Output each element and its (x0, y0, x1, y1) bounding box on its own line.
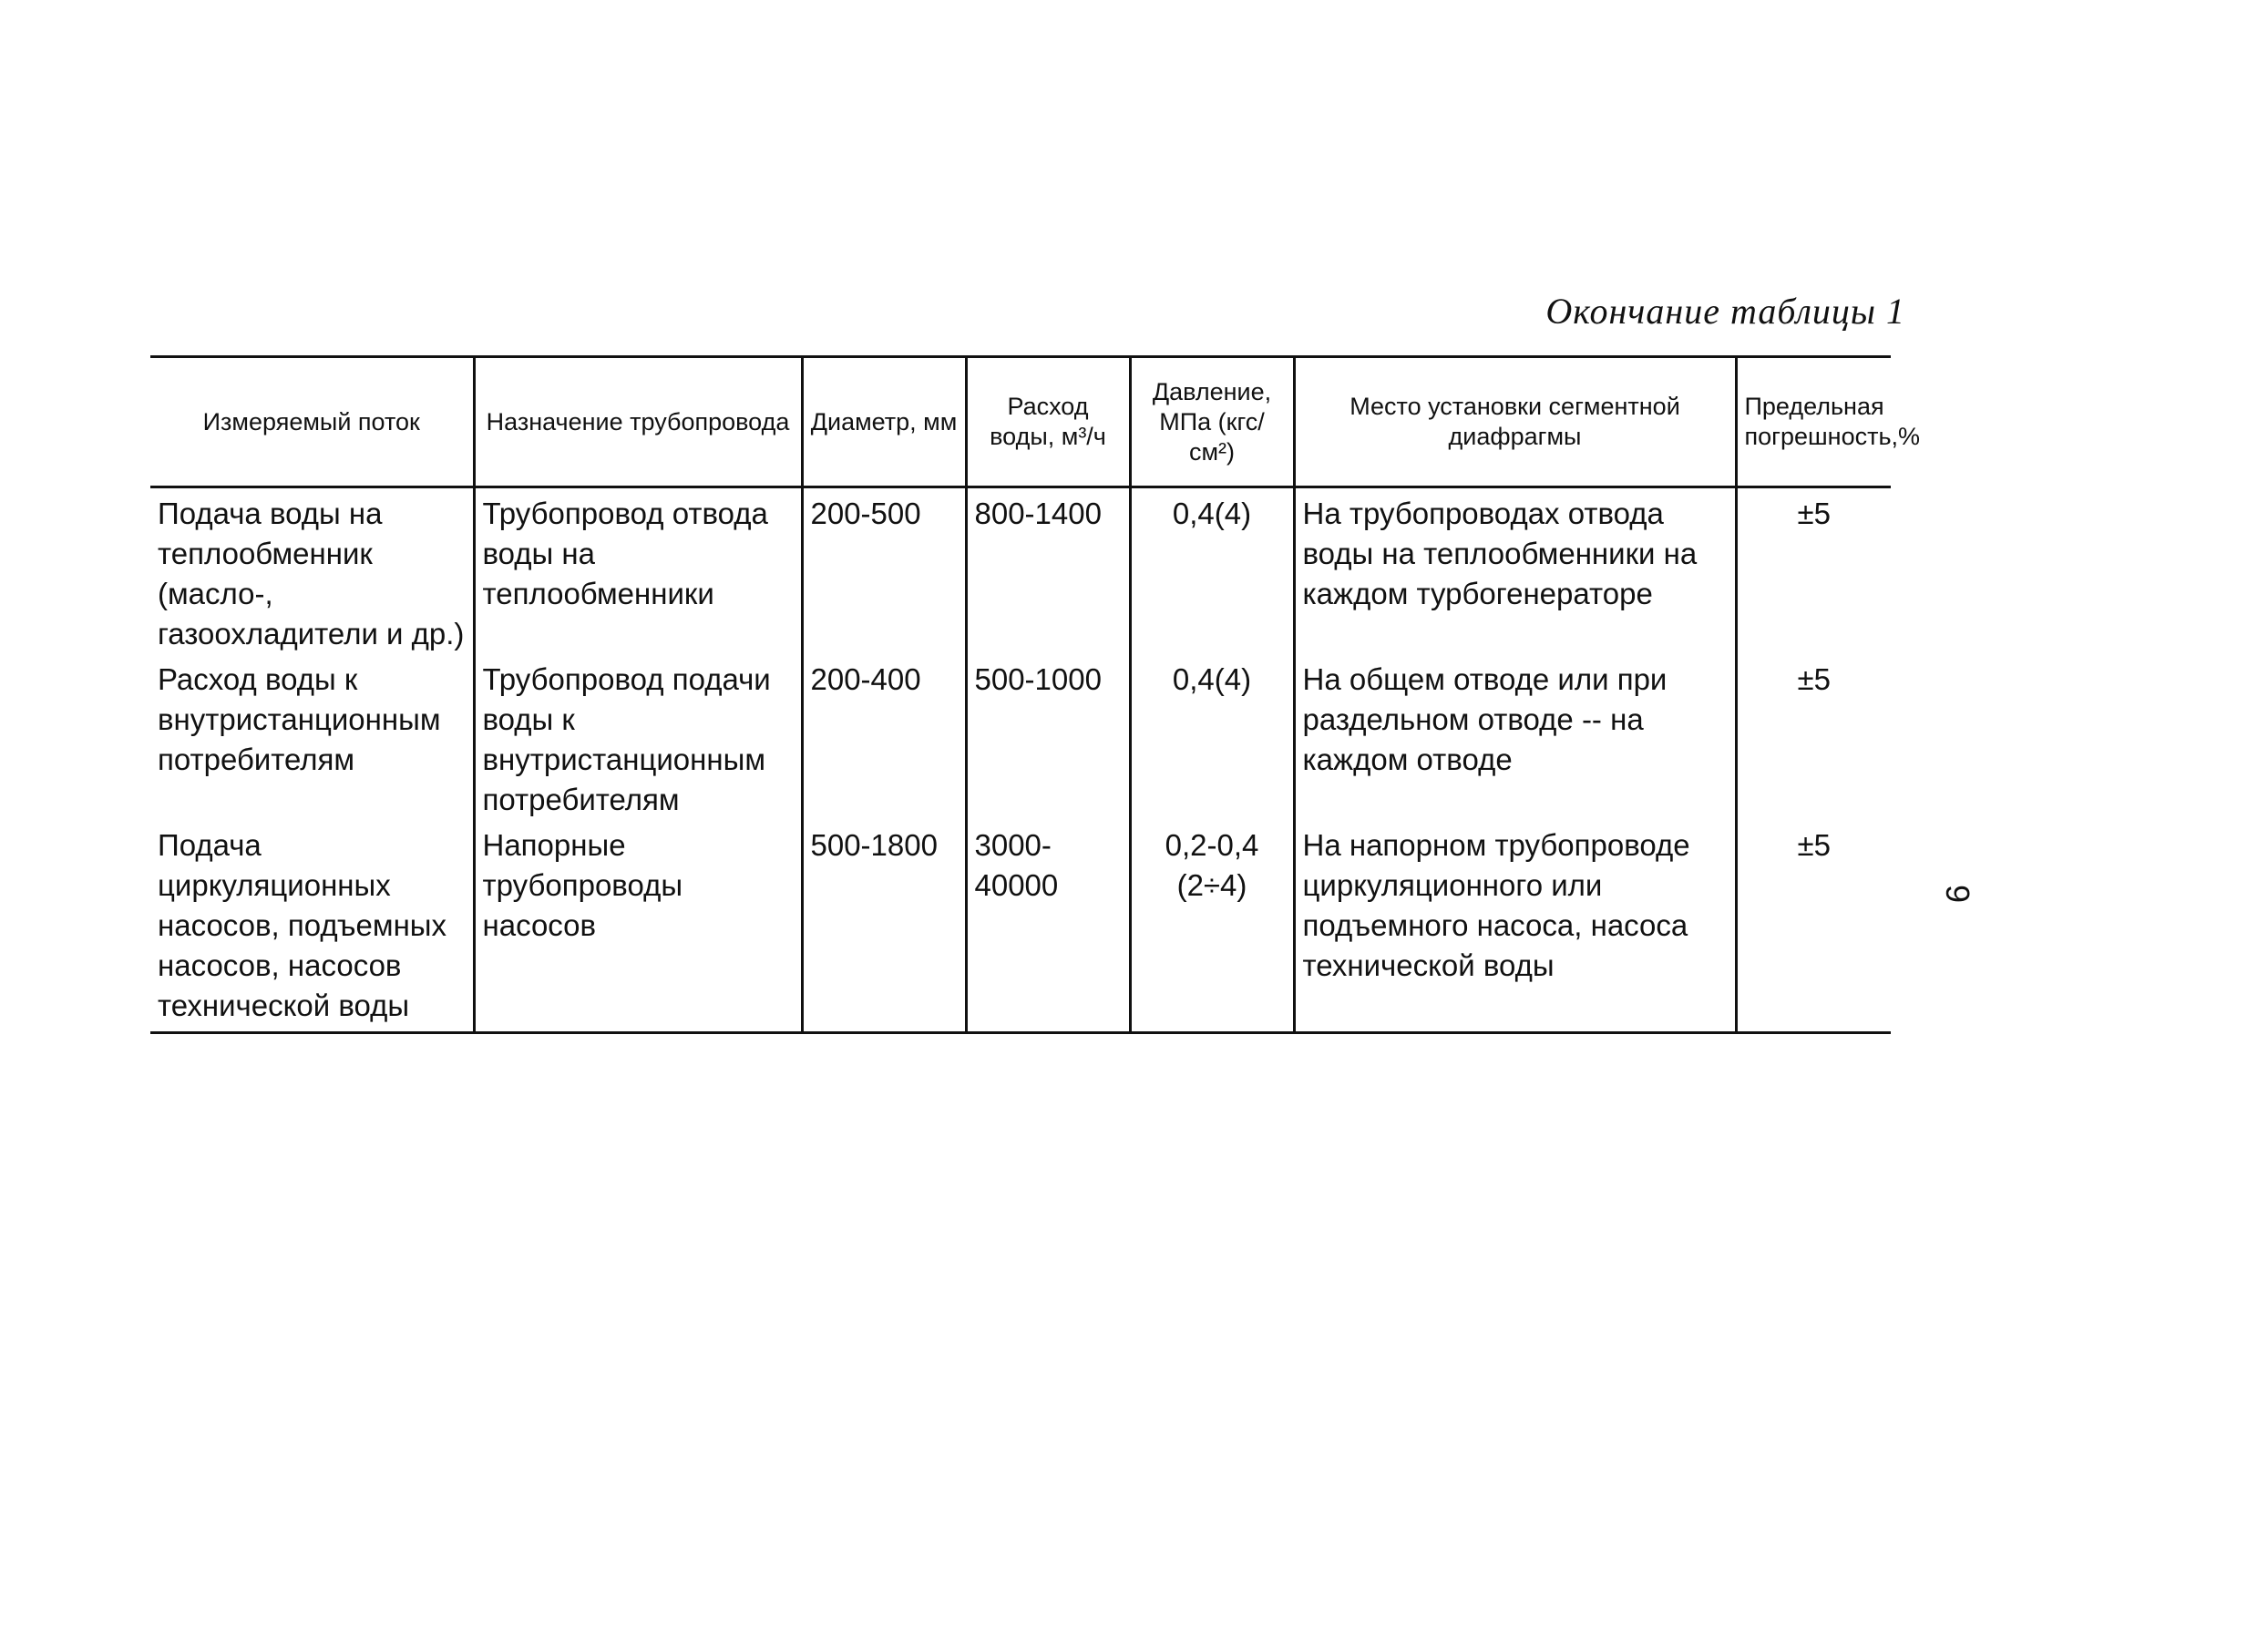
header-error: Предельная погрешность,% (1736, 357, 1891, 487)
header-location: Место установки сегментной диафрагмы (1294, 357, 1736, 487)
header-diameter: Диаметр, мм (802, 357, 966, 487)
table-row (150, 487, 1891, 655)
cell-pressure: 0,4(4) (1130, 654, 1294, 820)
cell-rate: 3000-40000 (966, 820, 1130, 1033)
cell-pipeline: Трубопровод подачи воды к внутристанционным потребителям (474, 654, 802, 820)
header-pressure: Давление, МПа (кгс/см²) (1130, 357, 1294, 487)
table-header-row (150, 357, 1891, 487)
header-flow: Измеряемый поток (150, 357, 474, 487)
cell-rate: 800-1400 (966, 487, 1130, 655)
cell-error: ±5 (1736, 820, 1891, 1033)
cell-pipeline: Напорные трубопроводы насосов (474, 820, 802, 1033)
cell-location: На общем отводе или при раздельном отводе -- на каждом отводе (1294, 654, 1736, 820)
cell-flow: Расход воды к внутристанционным потребителям (158, 662, 441, 776)
cell-diameter: 200-500 (802, 487, 966, 655)
cell-location: На трубопроводах отвода воды на теплообменники на каждом турбогенераторе (1294, 487, 1736, 655)
table-caption: Окончание таблицы 1 (1545, 291, 1905, 332)
cell-error: ±5 (1736, 487, 1891, 655)
cell-diameter: 500-1800 (802, 820, 966, 1033)
cell-diameter: 200-400 (802, 654, 966, 820)
cell-rate: 500-1000 (966, 654, 1130, 820)
cell-error: ±5 (1736, 654, 1891, 820)
header-rate: Расход воды, м³/ч (966, 357, 1130, 487)
table-row (150, 654, 1891, 820)
page-number: 9 (1939, 884, 1977, 904)
cell-location: На напорном трубопроводе циркуляционного или подъемного насоса, насоса технической воды (1294, 820, 1736, 1033)
cell-pipeline: Трубопровод отвода воды на теплообменники (474, 487, 802, 655)
cell-flow: Подача воды на теплообменник (масло-, газоохладители и др.) (158, 497, 465, 651)
cell-pressure: 0,4(4) (1130, 487, 1294, 655)
table-row (150, 820, 1891, 1033)
data-table (150, 355, 1921, 1034)
cell-flow: Подача циркуляционных насосов, подъемных насосов, насосов технической воды (150, 820, 474, 1033)
cell-pressure: 0,2-0,4 (2÷4) (1130, 820, 1294, 1033)
header-pipeline: Назначение трубопровода (474, 357, 802, 487)
